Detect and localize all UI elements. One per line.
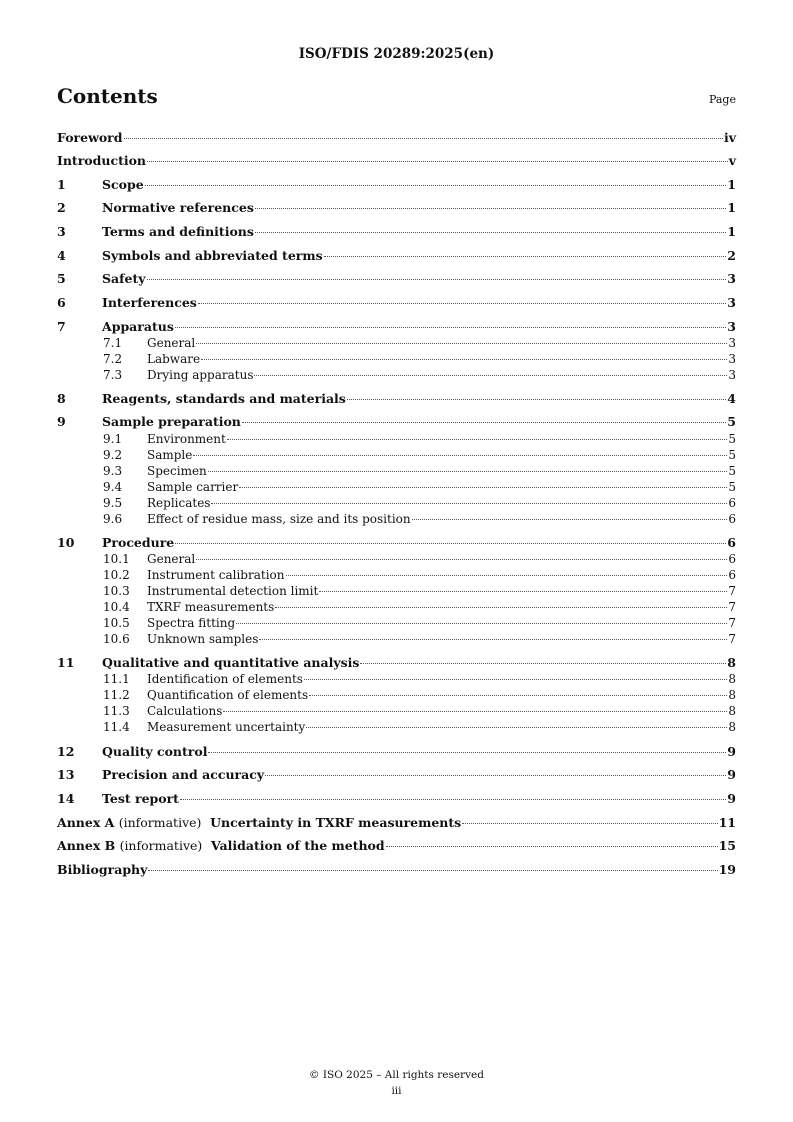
annex-title: Validation of the method <box>211 838 385 853</box>
toc-entry-title: Spectra fitting <box>147 616 236 630</box>
toc-entry-title: Sample carrier <box>147 480 239 494</box>
annex-title: Uncertainty in TXRF measurements <box>210 815 462 830</box>
toc-entry-normative-references[interactable] <box>57 201 736 215</box>
toc-section-number: 2 <box>57 200 66 215</box>
toc-entry-title: Apparatus <box>102 319 174 334</box>
toc-subentry-10-5[interactable] <box>103 616 736 630</box>
leader-dots <box>196 559 727 560</box>
toc-entry-title: TXRF measurements <box>147 600 275 614</box>
toc-subentry-9-4[interactable] <box>103 480 736 494</box>
toc-page-number: 7 <box>728 584 736 598</box>
toc-page-number: 8 <box>728 720 736 734</box>
toc-page-number: 6 <box>728 496 736 510</box>
toc-page-number: 7 <box>728 632 736 646</box>
toc-entry-annex-b[interactable] <box>57 839 736 853</box>
toc-subentry-10-1[interactable] <box>103 552 736 566</box>
toc-entry-title: Sample <box>147 448 193 462</box>
toc-page-number: 8 <box>728 672 736 686</box>
toc-entry-scope[interactable] <box>57 178 736 192</box>
toc-section-number: 4 <box>57 248 66 263</box>
leader-dots <box>306 727 727 728</box>
toc-page-number: 7 <box>728 616 736 630</box>
toc-page-number: 8 <box>727 655 736 670</box>
toc-entry-title: Drying apparatus <box>147 368 254 382</box>
leader-dots <box>347 399 726 400</box>
toc-page-number: 5 <box>728 448 736 462</box>
toc-entry-title: Precision and accuracy <box>102 767 265 782</box>
annex-note: (informative) <box>118 815 202 830</box>
toc-entry-title: Normative references <box>102 200 254 215</box>
toc-entry-bibliography[interactable] <box>57 863 736 877</box>
leader-dots <box>223 711 727 712</box>
leader-dots <box>360 663 726 664</box>
toc-page-number: 9 <box>727 767 736 782</box>
toc-entry-interferences[interactable] <box>57 296 736 310</box>
leader-dots <box>180 799 726 800</box>
leader-dots <box>175 327 726 328</box>
toc-section-number: 11 <box>57 655 75 670</box>
toc-page-number: 3 <box>727 319 736 334</box>
toc-section-number: 10.6 <box>103 632 130 646</box>
toc-section-number: 9.1 <box>103 432 123 446</box>
toc-entry-precision[interactable] <box>57 768 736 782</box>
toc-entry-title: Qualitative and quantitative analysis <box>102 655 360 670</box>
leader-dots <box>175 543 726 544</box>
toc-page-number: v <box>728 153 736 168</box>
leader-dots <box>309 695 727 696</box>
toc-subentry-9-6[interactable] <box>103 512 736 526</box>
toc-section-number: 10 <box>57 535 75 550</box>
toc-entry-quality-control[interactable] <box>57 745 736 759</box>
toc-page-number: 5 <box>728 464 736 478</box>
leader-dots <box>236 623 727 624</box>
leader-dots <box>201 359 727 360</box>
toc-entry-title: Replicates <box>147 496 211 510</box>
copyright-notice: © ISO 2025 – All rights reserved <box>309 1069 484 1081</box>
leader-dots <box>324 256 727 257</box>
toc-entry-title: Unknown samples <box>147 632 259 646</box>
toc-entry-title: Terms and definitions <box>102 224 254 239</box>
toc-page-number: 3 <box>727 295 736 310</box>
toc-entry-terms-and-definitions[interactable] <box>57 225 736 239</box>
leader-dots <box>208 752 726 753</box>
leader-dots <box>265 775 726 776</box>
leader-dots <box>462 823 717 824</box>
leader-dots <box>196 343 727 344</box>
toc-subentry-7-3[interactable] <box>103 368 736 382</box>
toc-section-number: 9 <box>57 414 66 429</box>
leader-dots <box>275 607 727 608</box>
toc-page-number: 3 <box>728 336 736 350</box>
toc-entry-title: Labware <box>147 352 201 366</box>
leader-dots <box>124 138 723 139</box>
toc-section-number: 7.1 <box>103 336 123 350</box>
toc-page-number: 6 <box>728 552 736 566</box>
toc-subentry-9-5[interactable] <box>103 496 736 510</box>
toc-entry-apparatus[interactable] <box>57 320 736 334</box>
toc-subentry-9-2[interactable] <box>103 448 736 462</box>
toc-section-number: 6 <box>57 295 66 310</box>
toc-section-number: 1 <box>57 177 66 192</box>
toc-section-number: 9.3 <box>103 464 123 478</box>
toc-entry-title: Environment <box>147 432 226 446</box>
toc-page-number: 8 <box>728 704 736 718</box>
toc-page-number: 3 <box>728 352 736 366</box>
toc-entry-title: Instrument calibration <box>147 568 285 582</box>
leader-dots <box>242 422 726 423</box>
toc-entry-title: Reagents, standards and materials <box>102 391 346 406</box>
toc-entry-title <box>57 816 461 830</box>
toc-entry-title: Measurement uncertainty <box>147 720 306 734</box>
annex-label: Annex B <box>57 838 116 853</box>
annex-note: (informative) <box>119 838 203 853</box>
toc-entry-title: Quantification of elements <box>147 688 309 702</box>
toc-entry-foreword[interactable] <box>57 131 736 145</box>
toc-subentry-11-4[interactable] <box>103 720 736 734</box>
toc-page-number: 5 <box>727 414 736 429</box>
toc-entry-title: Foreword <box>57 130 123 145</box>
toc-page-number: 7 <box>728 600 736 614</box>
toc-section-number: 12 <box>57 744 75 759</box>
toc-page-number: 4 <box>727 391 736 406</box>
toc-entry-title: Procedure <box>102 535 175 550</box>
toc-section-number: 3 <box>57 224 66 239</box>
toc-section-number: 9.6 <box>103 512 123 526</box>
toc-page-number: 6 <box>727 535 736 550</box>
toc-entry-title: Instrumental detection limit <box>147 584 319 598</box>
toc-section-number: 10.1 <box>103 552 130 566</box>
toc-entry-title: Scope <box>102 177 144 192</box>
toc-page-number: 3 <box>728 368 736 382</box>
toc-page-number: 9 <box>727 791 736 806</box>
toc-subentry-10-2[interactable] <box>103 568 736 582</box>
leader-dots <box>239 487 727 488</box>
leader-dots <box>208 471 728 472</box>
toc-section-number: 5 <box>57 271 66 286</box>
toc-section-number: 8 <box>57 391 66 406</box>
toc-entry-introduction[interactable] <box>57 154 736 168</box>
toc-page-number: 19 <box>718 862 736 877</box>
toc-section-number: 9.2 <box>103 448 123 462</box>
leader-dots <box>254 375 727 376</box>
toc-section-number: 7.2 <box>103 352 123 366</box>
toc-subentry-11-1[interactable] <box>103 672 736 686</box>
toc-entry-title <box>57 839 385 853</box>
toc-section-number: 11.1 <box>103 672 130 686</box>
toc-page-number: 9 <box>727 744 736 759</box>
toc-section-number: 10.2 <box>103 568 130 582</box>
toc-section-number: 14 <box>57 791 75 806</box>
leader-dots <box>412 519 728 520</box>
toc-section-number: 11.4 <box>103 720 130 734</box>
toc-page-number: 8 <box>728 688 736 702</box>
toc-entry-annex-a[interactable] <box>57 816 736 830</box>
toc-entry-title: Interferences <box>102 295 197 310</box>
toc-page-number: 5 <box>728 432 736 446</box>
toc-entry-title: General <box>147 336 196 350</box>
toc-section-number: 9.4 <box>103 480 123 494</box>
leader-dots <box>319 591 727 592</box>
toc-page-number: iv <box>723 130 736 145</box>
page-column-label: Page <box>708 93 736 106</box>
annex-label: Annex A <box>57 815 115 830</box>
toc-page-number: 1 <box>727 200 736 215</box>
leader-dots <box>148 870 717 871</box>
toc-page-number: 2 <box>727 248 736 263</box>
toc-page-number: 1 <box>727 224 736 239</box>
toc-section-number: 13 <box>57 767 75 782</box>
toc-entry-reagents[interactable] <box>57 392 736 406</box>
toc-entry-title: Test report <box>102 791 179 806</box>
toc-page-number: 15 <box>718 838 736 853</box>
leader-dots <box>198 303 726 304</box>
leader-dots <box>227 439 728 440</box>
toc-page-number: 6 <box>728 568 736 582</box>
toc-section-number: 10.5 <box>103 616 130 630</box>
leader-dots <box>259 639 727 640</box>
toc-entry-test-report[interactable] <box>57 792 736 806</box>
toc-entry-title: General <box>147 552 196 566</box>
toc-page-number: 11 <box>718 815 736 830</box>
page-footer <box>0 1067 793 1099</box>
toc-subentry-11-2[interactable] <box>103 688 736 702</box>
document-id-header: ISO/FDIS 20289:2025(en) <box>298 46 495 62</box>
toc-entry-title: Effect of residue mass, size and its position <box>147 512 411 526</box>
toc-entry-procedure[interactable] <box>57 536 736 550</box>
toc-subentry-10-3[interactable] <box>103 584 736 598</box>
page-title: Contents <box>57 84 158 108</box>
leader-dots <box>147 279 727 280</box>
leader-dots <box>193 455 727 456</box>
toc-section-number: 11.2 <box>103 688 130 702</box>
toc-page-number: 3 <box>727 271 736 286</box>
toc-entry-sample-preparation[interactable] <box>57 415 736 429</box>
toc-section-number: 9.5 <box>103 496 123 510</box>
leader-dots <box>286 575 728 576</box>
toc-page-number: 6 <box>728 512 736 526</box>
leader-dots <box>147 161 728 162</box>
toc-subentry-11-3[interactable] <box>103 704 736 718</box>
toc-entry-title: Safety <box>102 271 146 286</box>
toc-entry-symbols[interactable] <box>57 249 736 263</box>
leader-dots <box>386 846 718 847</box>
toc-subentry-10-6[interactable] <box>103 632 736 646</box>
toc-section-number: 11.3 <box>103 704 130 718</box>
toc-entry-title: Sample preparation <box>102 414 241 429</box>
toc-section-number: 10.3 <box>103 584 130 598</box>
leader-dots <box>145 185 727 186</box>
toc-subentry-10-4[interactable] <box>103 600 736 614</box>
toc-entry-analysis[interactable] <box>57 656 736 670</box>
toc-section-number: 10.4 <box>103 600 130 614</box>
leader-dots <box>304 679 727 680</box>
toc-entry-title: Symbols and abbreviated terms <box>102 248 323 263</box>
toc-subentry-7-2[interactable] <box>103 352 736 366</box>
toc-subentry-9-1[interactable] <box>103 432 736 446</box>
toc-section-number: 7.3 <box>103 368 123 382</box>
toc-entry-title: Specimen <box>147 464 207 478</box>
toc-subentry-7-1[interactable] <box>103 336 736 350</box>
leader-dots <box>255 208 726 209</box>
toc-page-number: 1 <box>727 177 736 192</box>
toc-entry-title: Introduction <box>57 153 147 168</box>
page-number: iii <box>391 1085 402 1097</box>
toc-subentry-9-3[interactable] <box>103 464 736 478</box>
toc-entry-title: Quality control <box>102 744 208 759</box>
toc-entry-title: Calculations <box>147 704 223 718</box>
toc-page-number: 5 <box>728 480 736 494</box>
leader-dots <box>211 503 727 504</box>
toc-entry-title: Identification of elements <box>147 672 303 686</box>
toc-entry-title: Bibliography <box>57 862 148 877</box>
leader-dots <box>255 232 726 233</box>
toc-section-number: 7 <box>57 319 66 334</box>
toc-entry-safety[interactable] <box>57 272 736 286</box>
